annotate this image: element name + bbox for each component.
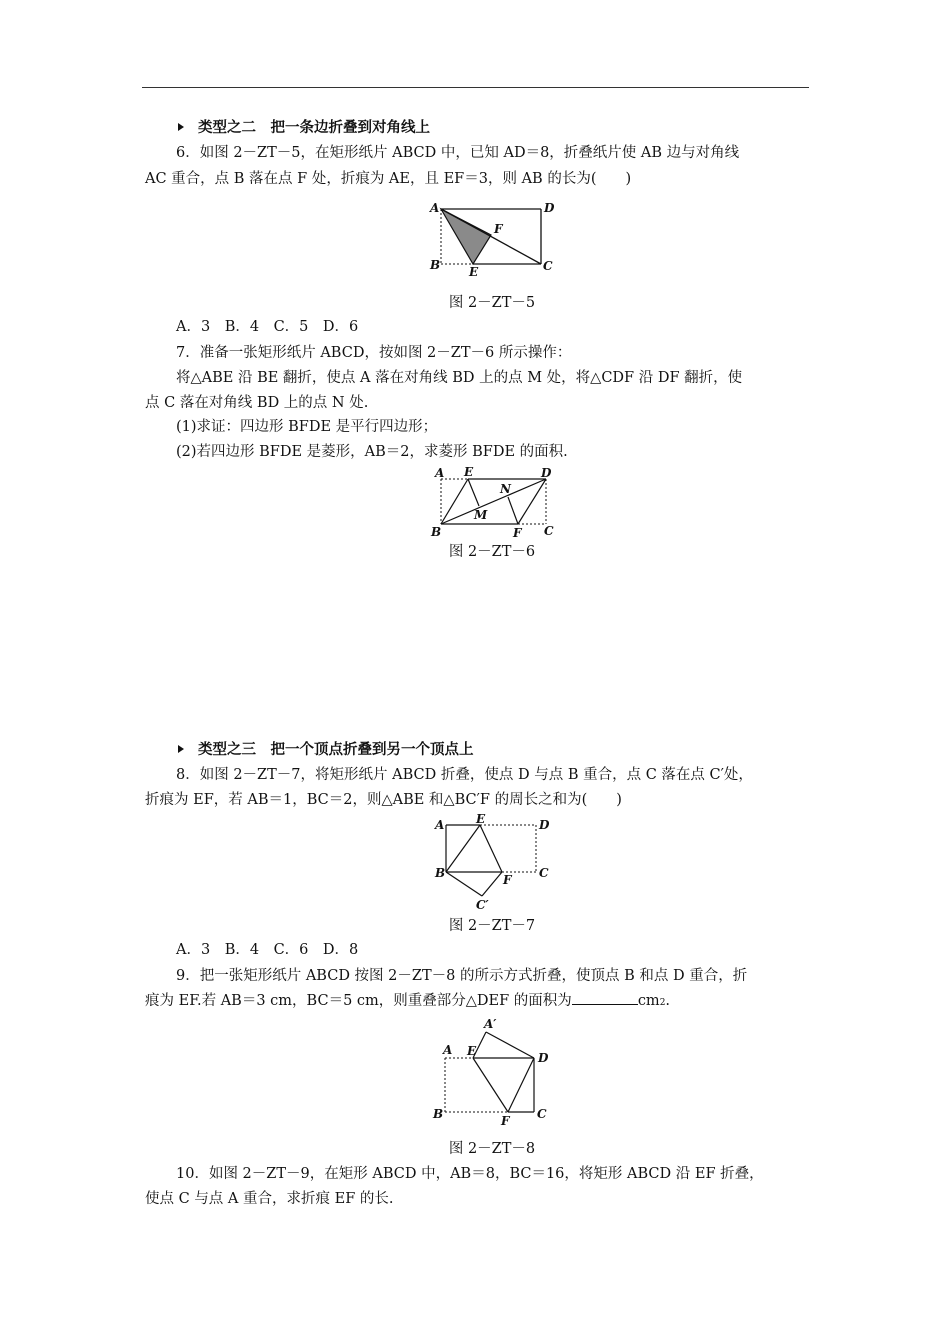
label-A: A (443, 1043, 453, 1057)
label-C: C (537, 1107, 547, 1121)
q7-part2: (2)若四边形 BFDE 是菱形，AB＝2，求菱形 BFDE 的面积. (176, 444, 568, 460)
label-N: N (500, 482, 511, 496)
q8-text-line1: 8．如图 2－ZT－7，将矩形纸片 ABCD 折叠，使点 D 与点 B 重合，点 C 落在点 C′处， (176, 767, 753, 783)
label-D: D (544, 201, 555, 215)
q7-text-line1: 7．准备一张矩形纸片 ABCD，按如图 2－ZT－6 所示操作： (176, 345, 572, 361)
label-C: C (539, 866, 549, 880)
label-A: A (430, 201, 440, 215)
label-C: C (543, 259, 553, 273)
figure-2-zt-7 (430, 812, 560, 914)
figure-caption-2-zt-8: 图 2－ZT－8 (448, 1141, 536, 1157)
label-C: C (544, 524, 554, 538)
figure-caption-2-zt-5: 图 2－ZT－5 (448, 295, 536, 311)
label-F: F (513, 526, 522, 540)
label-C-prime: C′ (476, 898, 489, 912)
label-B: B (430, 258, 441, 272)
q8-text-line2: 折痕为 EF，若 AB＝1，BC＝2，则△ABE 和△BC′F 的周长之和为( ) (145, 792, 622, 808)
label-D: D (541, 466, 552, 480)
figure-2-zt-8 (428, 1014, 558, 1130)
figure-2-zt-5 (425, 196, 565, 280)
q7-text-line2: 将△ABE 沿 BE 翻折，使点 A 落在对角线 BD 上的点 M 处，将△CDF 沿 DF 翻折，使 (176, 370, 743, 386)
q6-text-line1: 6．如图 2－ZT－5，在矩形纸片 ABCD 中，已知 AD＝8，折叠纸片使 AB 边与对角线 (176, 145, 740, 161)
q10-text-line1: 10．如图 2－ZT－9，在矩形 ABCD 中，AB＝8，BC＝16，将矩形 ABCD 沿 EF 折叠， (176, 1166, 764, 1182)
header-rule (142, 87, 809, 88)
label-E: E (464, 465, 474, 479)
q8-options: A．3 B．4 C．6 D．8 (176, 942, 359, 958)
triangle-bullet-icon (178, 745, 184, 753)
q7-text-line3: 点 C 落在对角线 BD 上的点 N 处. (145, 395, 369, 411)
q6-text-line2: AC 重合，点 B 落在点 F 处，折痕为 AE，且 EF＝3，则 AB 的长为( ) (145, 171, 632, 187)
label-A-prime: A′ (484, 1017, 497, 1031)
figure-2-zt-6 (428, 464, 568, 542)
figure-caption-2-zt-7: 图 2－ZT－7 (448, 918, 536, 934)
triangle-bullet-icon (178, 123, 184, 131)
section-heading-2: 类型之二 把一条边折叠到对角线上 (178, 118, 430, 138)
label-A: A (435, 818, 445, 832)
answer-blank[interactable] (572, 991, 638, 1005)
label-D: D (539, 818, 550, 832)
label-B: B (435, 866, 446, 880)
label-M: M (474, 508, 488, 522)
label-E: E (467, 1044, 477, 1058)
label-B: B (433, 1107, 444, 1121)
q6-options: A．3 B．4 C．5 D．6 (176, 319, 359, 335)
q10-text-line2: 使点 C 与点 A 重合，求折痕 EF 的长. (145, 1191, 394, 1207)
section-heading-3: 类型之三 把一个顶点折叠到另一个顶点上 (178, 740, 474, 760)
label-E: E (469, 265, 479, 279)
q7-part1: (1)求证：四边形 BFDE 是平行四边形； (176, 419, 438, 435)
label-E: E (476, 812, 486, 826)
label-A: A (435, 466, 445, 480)
label-F: F (501, 1114, 510, 1128)
q9-text-line2: 痕为 EF.若 AB＝3 cm，BC＝5 cm，则重叠部分△DEF 的面积为 cm2. (145, 993, 671, 1009)
q9-text-line1: 9．把一张矩形纸片 ABCD 按图 2－ZT－8 的所示方式折叠，使顶点 B 和点 D 重合，折 (176, 968, 748, 984)
label-D: D (538, 1051, 549, 1065)
label-F: F (494, 222, 503, 236)
label-F: F (503, 873, 512, 887)
figure-caption-2-zt-6: 图 2－ZT－6 (448, 544, 536, 560)
label-B: B (431, 525, 442, 539)
